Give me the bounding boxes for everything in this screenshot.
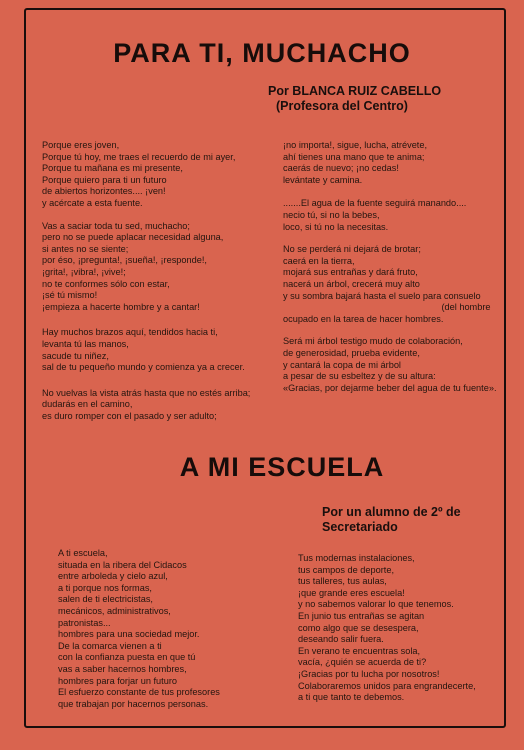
verse-line: patronistas... xyxy=(58,617,111,628)
verse-line: ¡que grande eres escuela! xyxy=(298,587,405,598)
verse-line: ocupado en la tarea de hacer hombres. xyxy=(283,313,444,324)
verse-line: ¡sé tú mismo! xyxy=(42,290,98,301)
verse-line: tus talleres, tus aulas, xyxy=(298,576,387,587)
verse-line: Porque eres joven, xyxy=(42,140,120,150)
poem2-author: Por un alumno de 2º de xyxy=(322,505,461,519)
verse-line: Porque quiero para ti un futuro xyxy=(42,174,167,185)
verse-line: de abiertos horizontes.... ¡ven! xyxy=(42,186,166,197)
verse-line: hombres para una sociedad mejor. xyxy=(58,629,200,640)
verse-line: y su sombra bajará hasta el suelo para consuelo xyxy=(283,290,481,301)
verse-line: no te conformes sólo con estar, xyxy=(42,278,170,289)
verse-line: ¡Gracias por tu lucha por nosotros! xyxy=(298,668,440,679)
poem1-role: (Profesora del Centro) xyxy=(276,99,408,113)
verse-line: sal de tu pequeño mundo y comienza ya a crecer. xyxy=(42,362,245,373)
stanza xyxy=(42,140,250,210)
verse-line: es duro romper con el pasado y ser adulto; xyxy=(42,410,217,421)
verse-line: .......El agua de la fuente seguirá manando.... xyxy=(283,198,467,209)
verse-line: deseando salir fuera. xyxy=(298,634,384,645)
verse-line: salen de ti electricistas, xyxy=(58,594,153,605)
stanza xyxy=(283,314,497,326)
stanza xyxy=(42,327,250,373)
verse-line: El esfuerzo constante de tus profesores xyxy=(58,687,220,698)
verse-line: y no sabemos valorar lo que tenemos. xyxy=(298,599,454,610)
verse-line: Porque tu mañana es mi presente, xyxy=(42,163,183,174)
verse-line: y cantará la copa de mi árbol xyxy=(283,359,401,370)
poem2-role: Secretariado xyxy=(322,520,398,534)
poem1-right-column xyxy=(283,140,497,405)
verse-line: a pesar de su esbeltez y de su altura: xyxy=(283,371,436,382)
poem1-left-column xyxy=(42,140,250,433)
verse-line: Será mi árbol testigo mudo de colaboración, xyxy=(283,336,463,347)
verse-line: situada en la ribera del Cidacos xyxy=(58,559,187,570)
verse-line: En junio tus entrañas se agitan xyxy=(298,610,425,621)
stanza xyxy=(283,336,497,394)
verse-line: pero no se puede aplacar necesidad alguna, xyxy=(42,232,224,243)
verse-line: como algo que se desespera, xyxy=(298,622,419,633)
poem1-title: PARA TI, MUCHACHO xyxy=(113,38,411,68)
poem1-byline xyxy=(268,84,468,114)
verse-line: y acércate a esta fuente. xyxy=(42,197,143,208)
verse-line: ¡grita!, ¡vibra!, ¡vive!; xyxy=(42,266,126,277)
verse-line: No vuelvas la vista atrás hasta que no estés arriba; xyxy=(42,387,251,398)
verse-line: Porque tú hoy, me traes el recuerdo de mi ayer, xyxy=(42,151,236,162)
poem2-byline xyxy=(322,505,502,535)
verse-line: a ti que tanto te debemos. xyxy=(298,692,405,703)
verse-line-wrap: (del hombre xyxy=(441,302,491,313)
verse-line: levanta tú las manos, xyxy=(42,338,129,349)
verse-line: Tus modernas instalaciones, xyxy=(298,553,415,563)
verse-line: vas a saber hacernos hombres, xyxy=(58,663,187,674)
verse-line: A ti escuela, xyxy=(58,548,108,558)
verse-line: Colaboraremos unidos para engrandecerte, xyxy=(298,680,476,691)
verse-line: con la confianza puesta en que tú xyxy=(58,652,196,663)
verse-line: loco, si tú no la necesitas. xyxy=(283,221,389,232)
poem1-author: Por BLANCA RUIZ CABELLO xyxy=(268,84,442,98)
stanza xyxy=(283,244,497,314)
verse-line: tus campos de deporte, xyxy=(298,564,395,575)
verse-line: De la comarca vienen a ti xyxy=(58,640,162,651)
verse-line: que trabajan por hacernos personas. xyxy=(58,698,209,709)
verse-line: No se perderá ni dejará de brotar; xyxy=(283,244,421,255)
verse-line: sacude tu niñez, xyxy=(42,350,109,361)
verse-line: «Gracias, por dejarme beber del agua de tu fuente». xyxy=(283,382,497,393)
verse-line: necio tú, si no la bebes, xyxy=(283,209,380,220)
stanza xyxy=(283,198,497,233)
stanza xyxy=(283,140,497,186)
poem2-title: A MI ESCUELA xyxy=(179,452,385,482)
verse-line: vacía, ¿quién se acuerda de ti? xyxy=(298,657,427,668)
verse-line: nacerá un árbol, crecerá muy alto xyxy=(283,278,420,289)
verse-line: mojará sus entrañas y dará fruto, xyxy=(283,267,418,278)
verse-line: ¡empieza a hacerte hombre y a cantar! xyxy=(42,301,200,312)
verse-line: caerá en la tierra, xyxy=(283,255,355,266)
poem2-left-column xyxy=(58,548,220,710)
verse-line: Hay muchos brazos aquí, tendidos hacia ti, xyxy=(42,327,218,338)
verse-line: ¡no importa!, sigue, lucha, atrévete, xyxy=(283,140,428,150)
verse-line: Vas a saciar toda tu sed, muchacho; xyxy=(42,220,190,231)
verse-line: de generosidad, prueba evidente, xyxy=(283,347,420,358)
verse-line: mecánicos, administrativos, xyxy=(58,605,171,616)
verse-line: dudarás en el camino, xyxy=(42,399,133,410)
poem2-right-column xyxy=(298,553,476,704)
stanza xyxy=(42,388,250,423)
verse-line: por éso, ¡pregunta!, ¡sueña!, ¡responde!, xyxy=(42,255,207,266)
verse-line: levántate y camina. xyxy=(283,174,363,185)
verse-line: hombres para forjar un futuro xyxy=(58,675,177,686)
verse-line: entre arboleda y cielo azul, xyxy=(58,571,168,582)
verse-line: caerás de nuevo; ¡no cedas! xyxy=(283,163,399,174)
stanza xyxy=(42,221,250,314)
verse-line: ahí tienes una mano que te anima; xyxy=(283,151,425,162)
verse-line: si antes no se siente; xyxy=(42,243,129,254)
verse-line: a ti porque nos formas, xyxy=(58,582,152,593)
verse-line: En verano te encuentras sola, xyxy=(298,645,421,656)
